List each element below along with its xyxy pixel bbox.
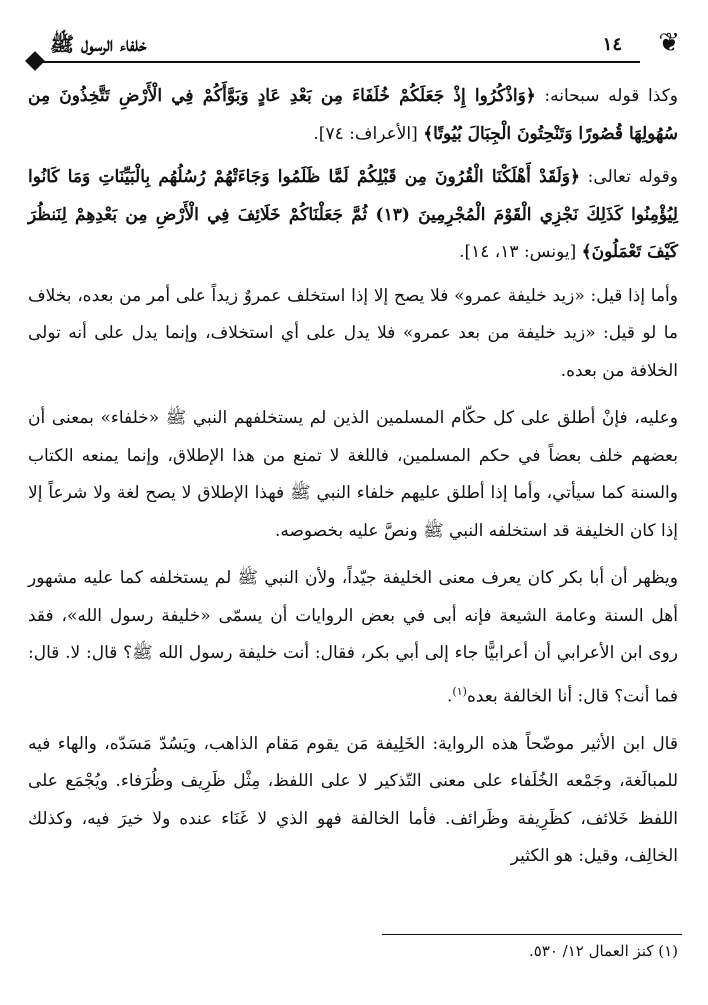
paragraph-lead: وكذا قوله سبحانه: <box>535 86 679 106</box>
paragraph-lead: وقوله تعالى: <box>579 167 678 187</box>
page-number: ١٤ <box>602 34 622 55</box>
header-rule <box>36 61 640 63</box>
paragraph-1 <box>28 78 678 153</box>
paragraph-end: . <box>447 686 453 707</box>
verse-reference: [الأعراف: ٧٤]. <box>313 123 424 144</box>
header-title: خلفاء الرسول ﷺ <box>50 32 147 56</box>
paragraph-5 <box>28 560 678 716</box>
paragraph-6: قال ابن الأثير موضّحاً هذه الرواية: الخَلِيفة مَن يقوم مَقام الذاهب، ويَسُدّ مَسَدّه، والهاء فيه للمبالَغة، وجَمْعه الخُلَفاء على معنى التّذكير لا على اللفظ، مِثْل ظَرِيف وظُرَفاء. ويُجْمَع على اللفظ خَلائف، كظَرِيفة وظَرائف. فأما الخالفة فهو الذي لا غَنَاء عنده ولا خيرَ فيه، وكذلك الخالِف، وقيل: هو الكثير <box>28 733 678 867</box>
verse-reference: [يونس: ١٣، ١٤]. <box>459 242 582 262</box>
footnote-marker: (١) <box>452 684 467 698</box>
paragraph-text: ويظهر أن أبا بكر كان يعرف معنى الخليفة جيّداً، ولأن النبي ﷺ لم يستخلفه كما عليه مشهور أهل السنة وعامة الشيعة فإنه أبى في بعض الروايات أن يسمّى «خليفة رسول الله»، فقد روى ابن الأعرابي أن أعرابيًّا جاء إلى أبي بكر، فقال: أنت خليفة رسول الله ﷺ؟ قال: لا. قال: فما أنت؟ قال: أنا الخالفة بعده <box>28 568 678 707</box>
footnote: (١) كنز العمال ١٢/ ٥٣٠. <box>528 942 678 960</box>
quran-verse: ﴿وَلَقَدْ أَهْلَكْنَا الْقُرُونَ مِن قَبْلِكُمْ لَمَّا ظَلَمُوا وَجَاءَتْهُمْ رُسُلُهُم بِالْبَيِّنَاتِ وَمَا كَانُوا لِيُؤْمِنُوا كَذَلِكَ نَجْزِي الْقَوْمَ الْمُجْرِمِينَ (١٣) ثُمَّ جَعَلْنَاكُمْ خَلَائِفَ فِي الْأَرْضِ مِن بَعْدِهِمْ لِنَنظُرَ كَيْفَ تَعْمَلُونَ﴾ <box>28 167 678 262</box>
running-header <box>28 28 680 64</box>
quran-verse: ﴿وَاذْكُرُوا إِذْ جَعَلَكُمْ خُلَفَاءَ مِن بَعْدِ عَادٍ وَبَوَّأَكُمْ فِي الْأَرْضِ تَتَّخِذُونَ مِن سُهُولِهَا قُصُورًا وَتَنْحِتُونَ الْجِبَالَ بُيُوتًا﴾ <box>28 86 678 144</box>
footnote-rule <box>382 934 682 935</box>
page-body <box>28 78 678 886</box>
floral-ornament-icon: ❦ <box>658 28 680 58</box>
paragraph-3: وأما إذا قيل: «زيد خليفة عمرو» فلا يصح إلا إذا استخلف عمروٌ زيداً على أمر من بعده، بخلاف ما لو قيل: «زيد خليفة من بعد عمرو» فلا يدل على أي استخلاف، وإنما يدل على أنه تولى الخلافة من بعده. <box>28 285 678 381</box>
paragraph-2 <box>28 159 678 272</box>
paragraph-4: وعليه، فإنْ أطلق على كل حكّام المسلمين الذين لم يستخلفهم النبي ﷺ «خلفاء» بمعنى أن بعضهم خلف بعضاً في حكم المسلمين، فاللغة لا تمنع من هذا الإطلاق، وإنما يمنعه الكتاب والسنة كما سيأتي، وأما إذا أطلق عليهم خلفاء النبي ﷺ فهذا الإطلاق لا يصح لغة ولا شرعاً إلا إذا كان الخليفة قد استخلفه النبي ﷺ ونصَّ عليه بخصوصه. <box>28 408 678 541</box>
